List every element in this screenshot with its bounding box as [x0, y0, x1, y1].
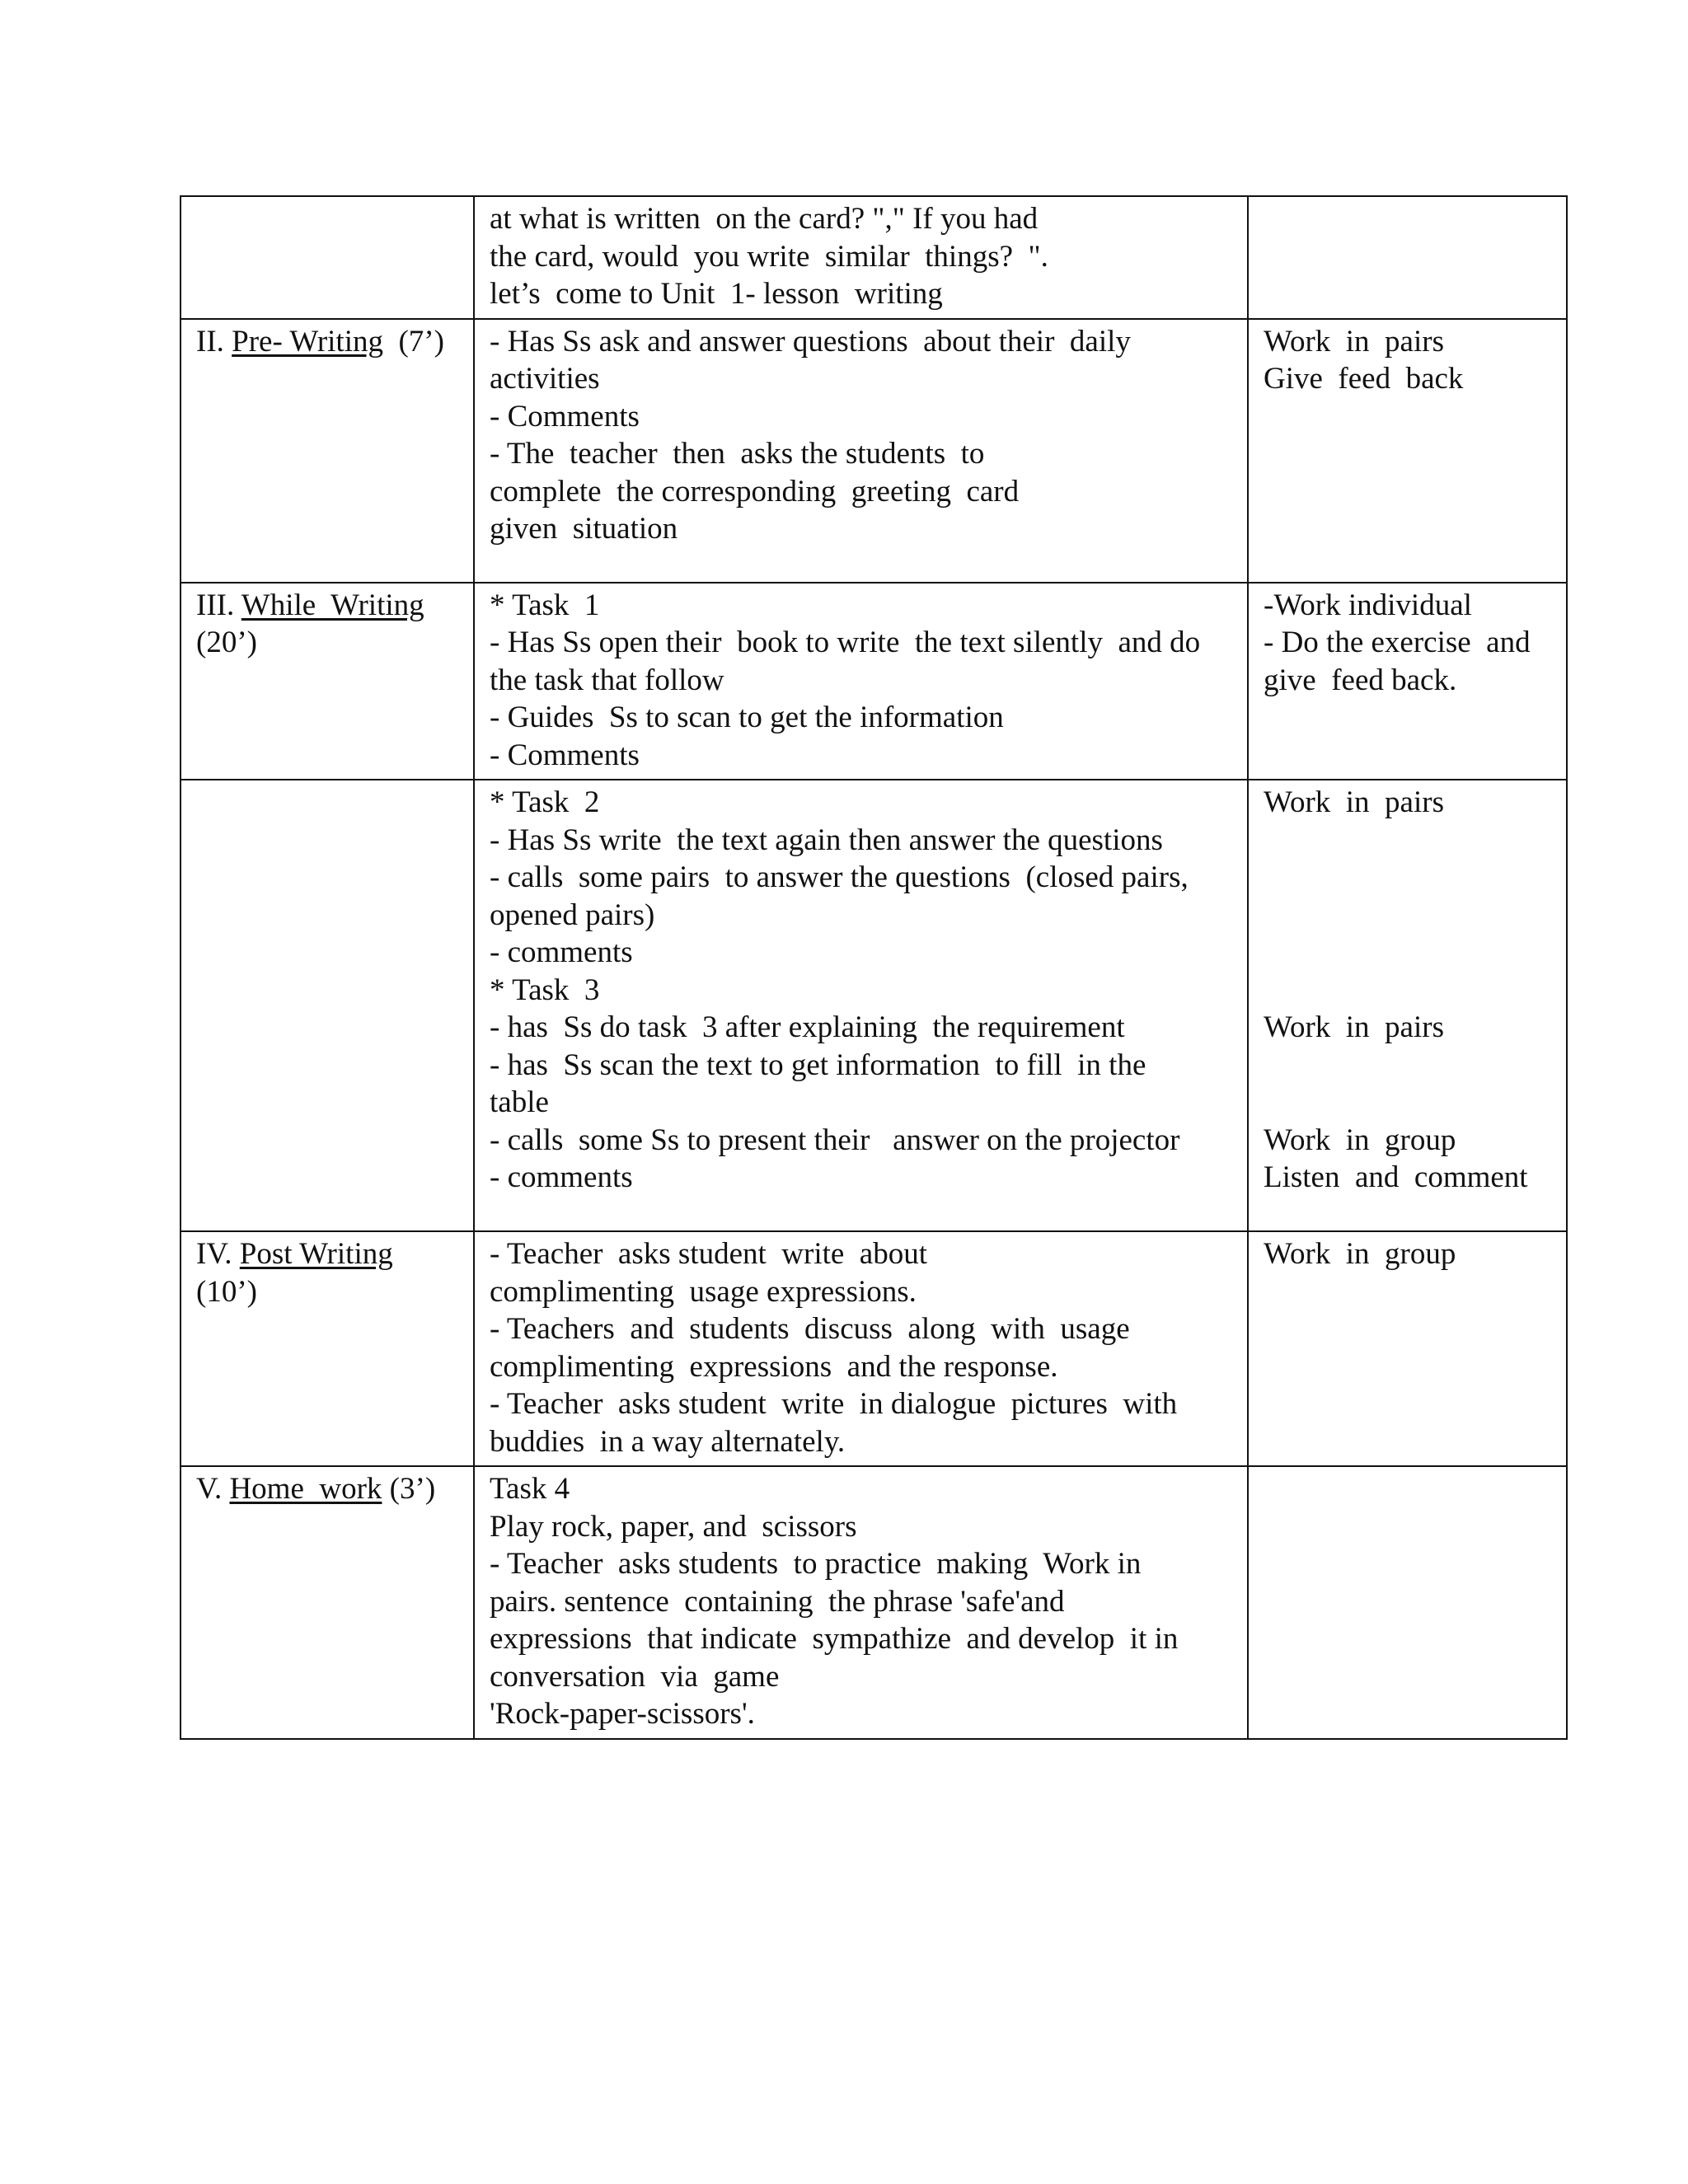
stage-title [196, 1273, 458, 1311]
spacer [1264, 859, 1551, 897]
activity-line: - comments [490, 935, 633, 969]
activity-line: - Has Ss ask and answer questions about their daily [490, 324, 1131, 359]
activity-line: expressions that indicate sympathize and develop it in [490, 1622, 1179, 1656]
activity-line: conversation via game [490, 1659, 780, 1694]
stage-number: (10’) [196, 1274, 257, 1309]
interaction-line: - Do the exercise and [1264, 626, 1531, 659]
activity-cell [474, 583, 1248, 780]
activity-line: - Comments [490, 399, 640, 434]
interaction-line: Give feed back [1264, 362, 1464, 396]
stage-number: IV. [196, 1237, 240, 1271]
table-row [181, 1231, 1567, 1466]
activity-cell [474, 1231, 1248, 1466]
interaction-line: Listen and comment [1264, 1160, 1528, 1194]
activity-line: - Comments [490, 738, 640, 772]
activity-line: - The teacher then asks the students to [490, 437, 985, 471]
activity-line: complimenting expressions and the response. [490, 1349, 1058, 1384]
activity-cell [474, 319, 1248, 583]
table-row [181, 780, 1567, 1231]
activity-line: * Task 1 [490, 588, 600, 622]
stage-duration: (3’) [382, 1472, 436, 1506]
activity-line: the card, would you write similar things? ". [490, 239, 1048, 274]
activity-line: complete the corresponding greeting card [490, 474, 1020, 509]
stage-duration: (7’) [382, 324, 444, 359]
activity-line: - has Ss scan the text to get information to fill in the [490, 1047, 1146, 1082]
activity-line: - Guides Ss to scan to get the information [490, 701, 1004, 734]
stage-cell [181, 583, 474, 780]
interaction-line: Work in pairs [1264, 1010, 1444, 1044]
interaction-line: Work in pairs [1264, 785, 1444, 819]
spacer [1264, 897, 1551, 935]
stage-cell [181, 780, 474, 1231]
interaction-cell [1248, 1466, 1567, 1739]
activity-line: opened pairs) [490, 898, 655, 932]
stage-cell [181, 1466, 474, 1739]
table-row [181, 196, 1567, 319]
table-row [181, 319, 1567, 583]
activity-line: table [490, 1085, 549, 1119]
spacer [1264, 934, 1551, 972]
stage-title [196, 323, 458, 361]
activity-line: pairs. sentence containing the phrase 'safe'and [490, 1584, 1065, 1619]
stage-title [196, 1235, 458, 1273]
interaction-line: -Work individual [1264, 588, 1472, 622]
interaction-line: Work in pairs [1264, 324, 1444, 359]
activity-line: let’s come to Unit 1- lesson writing [490, 277, 943, 311]
spacer [1264, 822, 1551, 860]
interaction-cell [1248, 583, 1567, 780]
interaction-cell [1248, 319, 1567, 583]
stage-number: III. [196, 588, 241, 622]
activity-line: buddies in a way alternately. [490, 1424, 846, 1459]
activity-line: - Has Ss write the text again then answer the questions [490, 823, 1163, 857]
activity-cell [474, 780, 1248, 1231]
lesson-plan-body [181, 196, 1567, 1739]
interaction-cell [1248, 780, 1567, 1231]
activity-line: at what is written on the card? "," If you had [490, 202, 1039, 236]
stage-name: Home work [229, 1472, 382, 1506]
activity-line: * Task 2 [490, 785, 600, 819]
activity-line: - Teacher asks student write in dialogue pictures with [490, 1387, 1178, 1421]
activity-line: the task that follow [490, 663, 724, 697]
activity-line: given situation [490, 512, 678, 546]
stage-cell [181, 196, 474, 319]
activity-line: - has Ss do task 3 after explaining the requirement [490, 1010, 1125, 1044]
stage-title [196, 624, 458, 662]
stage-name: While Writing [241, 588, 424, 622]
interaction-cell [1248, 196, 1567, 319]
interaction-line: give feed back. [1264, 663, 1457, 697]
activity-line: - comments [490, 1160, 633, 1194]
activity-line: * Task 3 [490, 972, 600, 1007]
activity-line: Play rock, paper, and scissors [490, 1509, 857, 1544]
table-row [181, 1466, 1567, 1739]
interaction-line: Work in group [1264, 1122, 1456, 1157]
lesson-plan-table [180, 195, 1568, 1740]
activity-cell [474, 1466, 1248, 1739]
activity-line: - calls some pairs to answer the questions (closed pairs, [490, 860, 1189, 894]
spacer [1264, 1084, 1551, 1122]
stage-name: Post Writing [239, 1237, 393, 1271]
spacer [1264, 972, 1551, 1010]
stage-cell [181, 319, 474, 583]
activity-line: - Teachers and students discuss along with usage [490, 1312, 1130, 1346]
interaction-line: Work in group [1264, 1237, 1456, 1271]
activity-cell [474, 196, 1248, 319]
activity-line: activities [490, 362, 600, 396]
stage-title [196, 587, 458, 625]
spacer [1264, 1047, 1551, 1085]
table-row [181, 583, 1567, 780]
stage-number: II. [196, 324, 232, 359]
stage-number: V. [196, 1472, 230, 1506]
stage-cell [181, 1231, 474, 1466]
activity-line: Task 4 [490, 1472, 570, 1506]
stage-title [196, 1470, 458, 1508]
stage-number: (20’) [196, 626, 257, 659]
stage-name: Pre- Writing [232, 324, 383, 359]
activity-line: - Teacher asks student write about [490, 1237, 928, 1271]
activity-line: complimenting usage expressions. [490, 1274, 917, 1309]
interaction-cell [1248, 1231, 1567, 1466]
activity-line: - Has Ss open their book to write the text silently and do [490, 626, 1201, 659]
activity-line: - Teacher asks students to practice making Work in [490, 1547, 1142, 1581]
activity-line: 'Rock-paper-scissors'. [490, 1697, 755, 1731]
activity-line: - calls some Ss to present their answer on the projector [490, 1122, 1180, 1157]
